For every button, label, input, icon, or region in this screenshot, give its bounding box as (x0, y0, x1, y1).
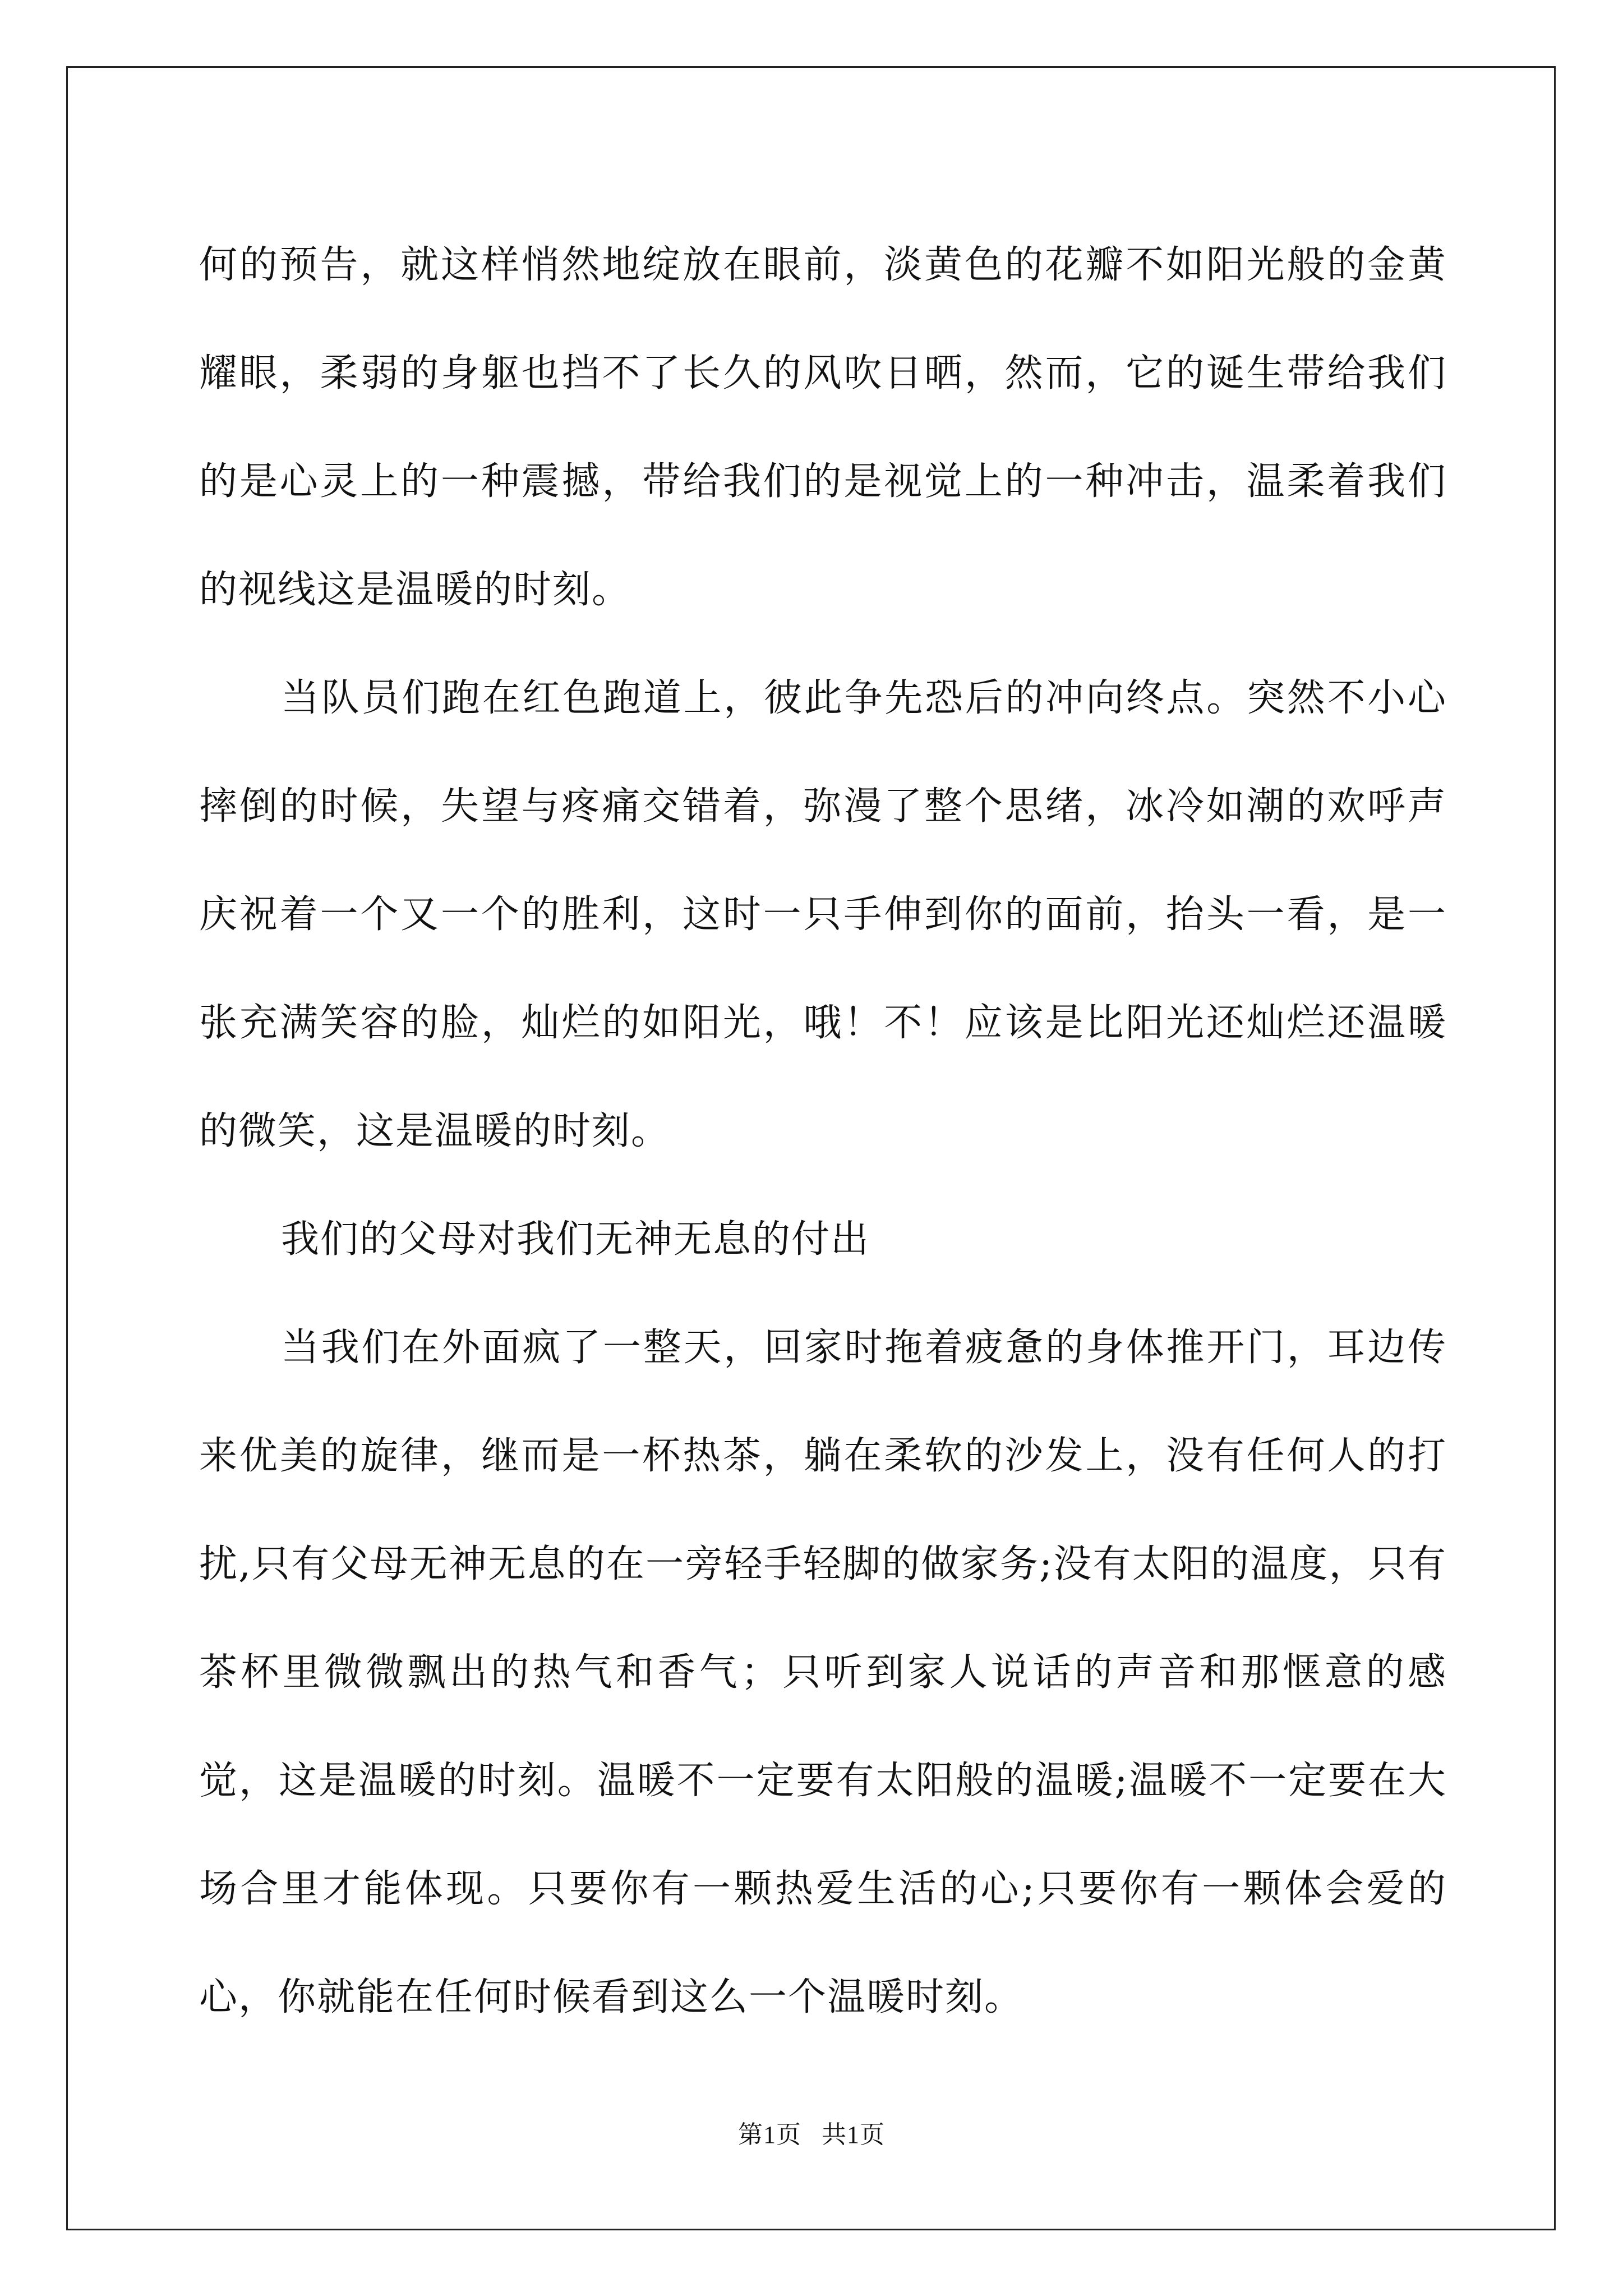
document-body (199, 211, 1447, 2051)
footer-spacer (801, 2121, 822, 2148)
paragraph-3: 我们的父母对我们无神无息的付出 (281, 1217, 870, 1262)
paragraph-1: 何的预告，就这样悄然地绽放在眼前，淡黄色的花瓣不如阳光般的金黄耀眼，柔弱的身躯也挡不了长久的风吹日晒，然而，它的诞生带给我们的是心灵上的一种震撼，带给我们的是视觉上的一种冲击，温柔着我们的视线这是温暖的时刻。 (199, 243, 1447, 612)
page-total: 共1页 (822, 2121, 885, 2148)
paragraph-4: 当我们在外面疯了一整天，回家时拖着疲惫的身体推开门，耳边传来优美的旋律，继而是一杯热茶，躺在柔软的沙发上，没有任何人的打扰,只有父母无神无息的在一旁轻手轻脚的做家务;没有太阳的温度，只有茶杯里微微飘出的热气和香气；只听到家人说话的声音和那惬意的感觉，这是温暖的时刻。温暖不一定要有太阳般的温暖;温暖不一定要在大场合里才能体现。只要你有一颗热爱生活的心;只要你有一颗体会爱的心，你就能在任何时候看到这么一个温暖时刻。 (199, 1326, 1447, 2019)
paragraph-2: 当队员们跑在红色跑道上，彼此争先恐后的冲向终点。突然不小心摔倒的时候，失望与疼痛交错着，弥漫了整个思绪，冰冷如潮的欢呼声庆祝着一个又一个的胜利，这时一只手伸到你的面前，抬头一看，是一张充满笑容的脸，灿烂的如阳光，哦！不！应该是比阳光还灿烂还温暖的微笑，这是温暖的时刻。 (199, 676, 1447, 1153)
page-number: 第1页 (738, 2121, 801, 2148)
page-footer (0, 2118, 1623, 2152)
